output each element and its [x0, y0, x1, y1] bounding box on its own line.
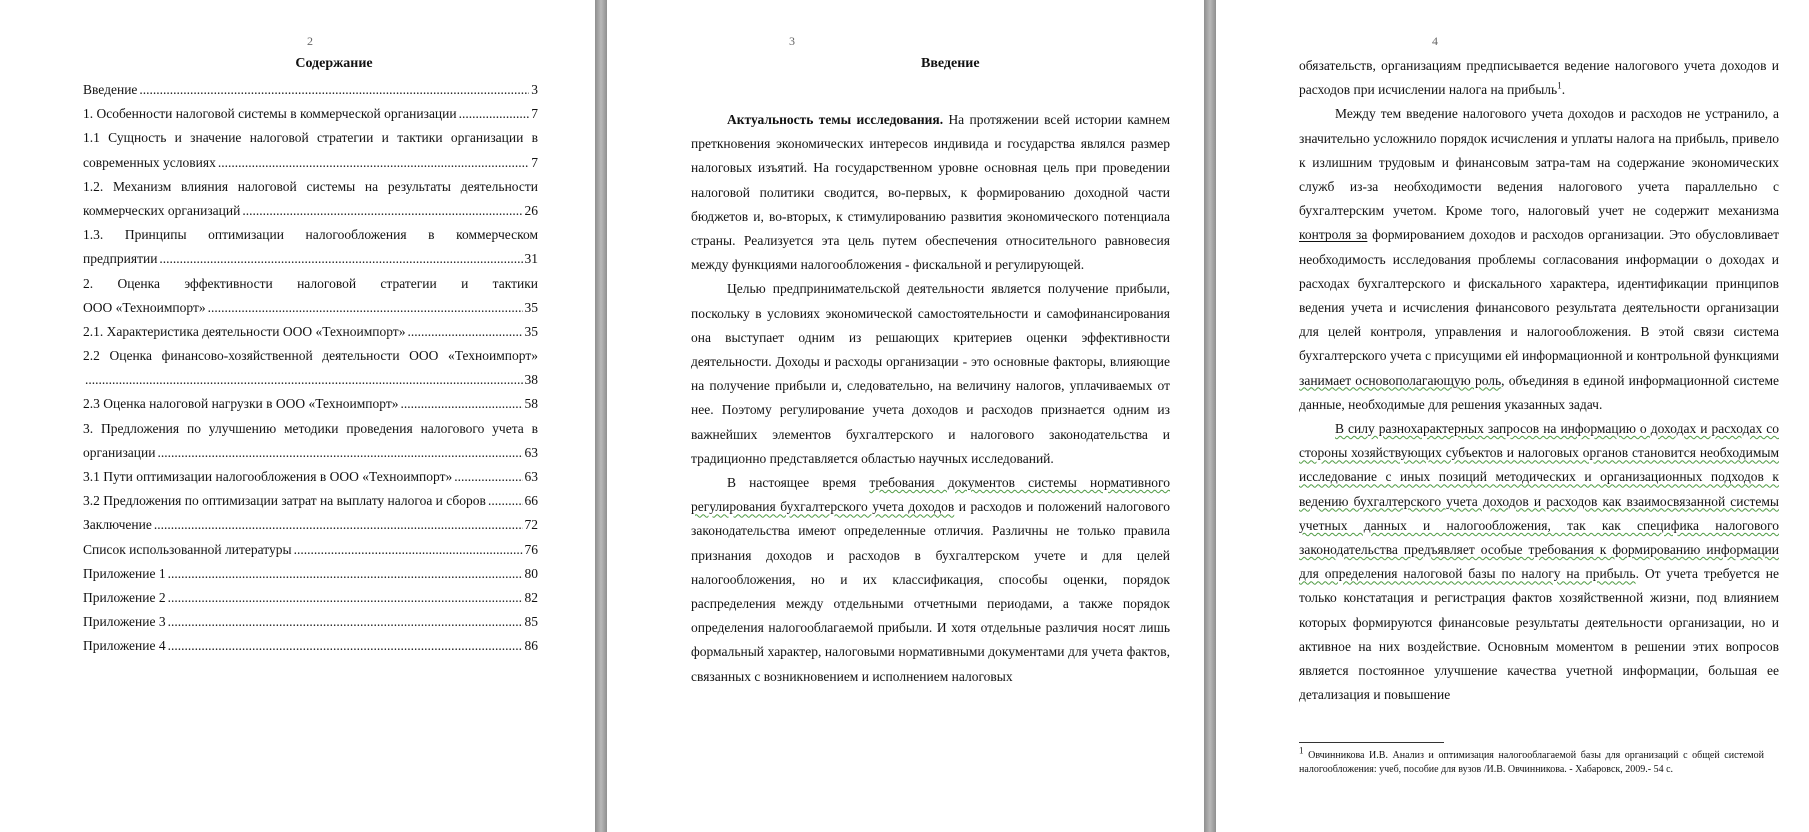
toc-leader-dots — [208, 296, 523, 320]
toc-title: Содержание — [295, 56, 373, 71]
toc-page-number: 66 — [524, 493, 538, 509]
toc-entry-text: 2. Оценка эффективности налоговой стратегии и тактики — [83, 275, 538, 291]
spellcheck-underline[interactable]: занимает основополагающую роль — [1299, 372, 1502, 388]
toc-entry[interactable] — [83, 320, 538, 344]
toc-entry[interactable] — [83, 344, 538, 368]
toc-entry[interactable] — [83, 586, 538, 610]
toc-entry[interactable] — [83, 126, 538, 150]
toc-page-number: 72 — [524, 517, 538, 533]
toc-entry[interactable] — [83, 489, 538, 513]
toc-entry-text: Приложение 2 — [83, 589, 166, 605]
page-gutter-right — [1204, 0, 1216, 832]
paragraph: Актуальность темы исследования. На протяжении всей истории камнем преткновения экономических интересов индивида и государства являлся размер налоговых изъятий. На государственном уровне основная цель при проведении налоговой политики сводится, во-первых, к формированию доходной части бюджетов и, во-вторых, к стимулированию развития экономического потенциала страны. Реализуется эта цель путем обеспечения относительного равновесия между функциями налогообложения - фискальной и регулирующей. — [691, 112, 1170, 273]
toc-entry[interactable] — [83, 296, 538, 320]
toc-entry-text: 1.2. Механизм влияния налоговой системы на результаты деятельности — [83, 178, 538, 194]
paragraph: В настоящее время требования документов системы нормативного регулирования бухгалтерского учета доходов и расходов и положений налогового законодательства имеют определенные отличия. Различны не только правила признания доходов и расходов в бухгалтерском учете и для целей налогообложения, но и их классификация, способы оценки, порядок распределения между отдельными отчетными периодами, а также порядок определения налогооблагаемой прибыли. И хотя отдельные различия носят лишь формальный характер, налоговыми нормативными документами для учета фактов, связанных с возникновением и исполнением налоговых — [691, 475, 1171, 684]
toc-page-number: 86 — [524, 638, 538, 654]
toc-entry[interactable] — [83, 272, 538, 296]
page-3-text — [691, 108, 1170, 689]
spellcheck-underline[interactable]: требования документов системы нормативного регулирования бухгалтерского учета доходов — [691, 475, 1171, 515]
toc-leader-dots — [242, 199, 522, 223]
toc-entry-text: Приложение 4 — [83, 638, 166, 654]
toc-entry[interactable] — [83, 441, 538, 465]
toc-leader-dots — [401, 392, 523, 416]
toc-entry[interactable] — [83, 151, 538, 175]
toc-entry[interactable] — [83, 102, 538, 126]
toc-leader-dots — [218, 151, 529, 175]
toc-entry[interactable] — [83, 175, 538, 199]
toc-entry-text: 1.3. Принципы оптимизации налогообложения в коммерческом — [83, 227, 538, 243]
toc-page-number: 7 — [531, 154, 538, 170]
toc-entry-text: 3.2 Предложения по оптимизации затрат на выплату налогоа и сборов — [83, 493, 486, 509]
footnote-ref[interactable]: 1 — [1557, 80, 1562, 91]
toc-page-number: 63 — [524, 469, 538, 484]
toc-page-number: 26 — [524, 202, 538, 218]
toc-page-number: 35 — [524, 299, 538, 315]
toc-page-number: 85 — [524, 614, 538, 630]
toc-entry-text: 2.1. Характеристика деятельности ООО «Техноимпорт» — [83, 323, 406, 339]
toc-page-number: 31 — [524, 251, 538, 267]
toc-entry-text: современных условиях — [83, 154, 216, 170]
toc-entry-text: Список использованной литературы — [83, 541, 292, 557]
toc-leader-dots — [168, 586, 523, 610]
table-of-contents — [83, 78, 538, 659]
toc-leader-dots — [85, 368, 523, 392]
page-number: 2 — [307, 34, 313, 48]
toc-leader-dots — [488, 489, 523, 513]
toc-leader-dots — [168, 634, 523, 658]
toc-leader-dots — [168, 562, 523, 586]
toc-entry-text: Приложение 1 — [83, 565, 166, 581]
toc-entry-text: предприятии — [83, 251, 158, 267]
toc-page-number: 63 — [524, 444, 538, 460]
paragraph: Целью предпринимательской деятельности является получение прибыли, поскольку в условиях экономической самостоятельности и самофинансирования она выступает одним из решающих критериев оценки эффективности деятельности. Доходы и расходы организации - это основные факторы, влияющие на получение прибыли и, следовательно, на величину налогов, уплачиваемых от нее. Поэтому регулирование учета доходов и расходов признается одним из важнейших элементов бухгалтерского и налогового законодательства и традиционно представляется областью научных исследований. — [691, 281, 1170, 466]
toc-entry[interactable] — [83, 247, 538, 271]
toc-entry-text: 3. Предложения по улучшению методики проведения налогового учета в — [83, 420, 538, 436]
toc-entry-text: 2.3 Оценка налоговой нагрузки в ООО «Техноимпорт» — [83, 396, 399, 412]
toc-entry[interactable] — [83, 368, 538, 392]
toc-entry[interactable] — [83, 465, 538, 489]
toc-leader-dots — [157, 441, 522, 465]
toc-entry-text: Приложение 3 — [83, 614, 166, 630]
toc-leader-dots — [459, 102, 530, 126]
toc-leader-dots — [139, 78, 529, 102]
toc-leader-dots — [159, 247, 522, 271]
paragraph: В силу разнохарактерных запросов на информацию о доходах и расходах со стороны хозяйствующих субъектов и налоговых органов становится необходимым исследование с иных позиций методических и организационных подходов к ведению бухгалтерского учета доходов и расходов как взаимосвязанной системы учетных данных и налогообложения, так как специфика налогового законодательства предъявляет особые требования к формированию информации для определения налоговой базы по налогу на прибыль. От учета требуется не только констатация и регистрация фактов хозяйственной жизни, под влиянием которых формируются финансовые результаты деятельности организации, но и активное на них воздействие. Основным моментом в решении этих вопросов является постоянное улучшение качества учетной информации, большая ее детализация и повышение — [1299, 421, 1779, 703]
toc-entry-text: организации — [83, 444, 156, 460]
toc-entry[interactable] — [83, 610, 538, 634]
toc-leader-dots — [168, 610, 523, 634]
toc-leader-dots — [407, 320, 522, 344]
toc-entry[interactable] — [83, 513, 538, 537]
spellcheck-underline[interactable]: В силу разнохарактерных запросов на информацию о доходах и расходах со стороны хозяйствующих субъектов и налоговых органов становится необходимым исследование с иных позиций методических и организационных подходов к ведению бухгалтерского учета доходов и расходов как взаимосвязанной системы учетных данных и налогообложения, так как специфика налогового законодательства предъявляет особые требования к формированию информации для определения налоговой базы по налогу на прибыль — [1299, 421, 1779, 582]
page-4-text — [1299, 54, 1779, 707]
paragraph: обязательств, организациям предписывается ведение налогового учета доходов и расходов при исчислении налога на прибыль$^1$. — [1299, 58, 1779, 98]
document-page-4 — [1216, 0, 1809, 832]
toc-page-number: 82 — [524, 589, 538, 605]
toc-page-number: 76 — [524, 541, 538, 557]
toc-entry-text: 1.1 Сущность и значение налоговой стратегии и тактики организации в — [83, 130, 538, 146]
toc-leader-dots — [154, 513, 523, 537]
toc-entry[interactable] — [83, 417, 538, 441]
toc-leader-dots — [294, 538, 523, 562]
toc-page-number: 80 — [524, 565, 538, 581]
toc-page-number: 7 — [531, 106, 538, 122]
toc-entry-text: Введение — [83, 82, 138, 97]
page-gutter-left — [595, 0, 607, 832]
toc-entry-text: Заключение — [83, 517, 152, 533]
toc-entry-text: 3.1 Пути оптимизации налогообложения в ООО «Техноимпорт» — [83, 469, 453, 484]
toc-entry[interactable] — [83, 538, 538, 562]
toc-entry-text: 2.2 Оценка финансово-хозяйственной деятельности ООО «Техноимпорт» — [83, 348, 538, 364]
toc-entry[interactable] — [83, 199, 538, 223]
toc-page-number: 35 — [524, 323, 538, 339]
document-page-2 — [0, 0, 595, 832]
toc-entry[interactable] — [83, 562, 538, 586]
section-title: Введение — [921, 56, 980, 71]
toc-entry-text: 1. Особенности налоговой системы в коммерческой организации — [83, 106, 457, 122]
toc-entry[interactable] — [83, 634, 538, 658]
footnote: $^1$ Овчинникова И.В. Анализ и оптимизация налогооблагаемой базы для организаций с общей системой налогообложения: учеб, пособие для вузов /И.В. Овчинникова. - Хабаровск, 2009.- 54 с. — [1299, 745, 1764, 775]
toc-entry[interactable] — [83, 223, 538, 247]
toc-entry[interactable] — [83, 392, 538, 416]
toc-leader-dots — [454, 465, 522, 489]
toc-entry-text: ООО «Техноимпорт» — [83, 299, 206, 315]
footnote-separator — [1299, 742, 1444, 743]
page-number: 3 — [789, 34, 795, 48]
toc-page-number: 38 — [524, 372, 538, 388]
document-page-3 — [607, 0, 1204, 832]
page-number: 4 — [1432, 34, 1438, 48]
paragraph: Между тем введение налогового учета доходов и расходов не устранило, а значительно усложнило порядок исчисления и уплаты налога на прибыль, привело к излишним трудовым и финансовым затра-там на содержание экономических служб из-за необходимости ведения налогового учета параллельно с бухгалтерским учетом. Кроме того, налоговый учет не содержит механизма контроля за формированием доходов и расходов организации. Это обусловливает необходимость исследования проблемы согласования информации о доходах и расходах бухгалтерского и фискального характера, идентификации принципов ведения учета и исчисления финансового результата деятельности организации для целей контроля, управления и налогообложения. В этой связи система бухгалтерского учета с присущими ей информационной и контрольной функциями занимает основополагающую роль, объединяя в единой информационной системе данные, необходимые для решения указанных задач. — [1299, 106, 1779, 412]
toc-entry-text: коммерческих организаций — [83, 202, 241, 218]
toc-page-number: 3 — [531, 82, 538, 97]
toc-entry[interactable] — [83, 78, 538, 102]
toc-page-number: 58 — [524, 396, 538, 412]
